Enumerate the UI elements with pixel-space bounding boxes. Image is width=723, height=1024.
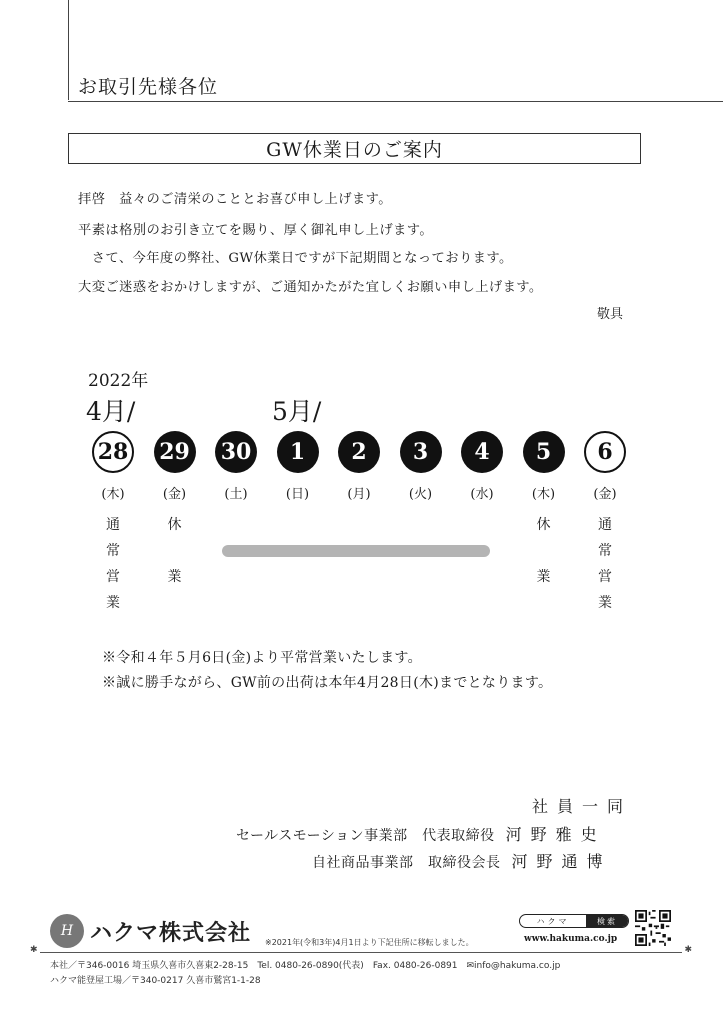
header-horizontal-rule	[68, 101, 723, 102]
company-name: ハクマ株式会社	[90, 921, 252, 946]
search-keyword: ハクマ	[536, 916, 570, 926]
calendar-weekday: (土)	[224, 487, 248, 502]
calendar-year: 2022年	[88, 371, 149, 391]
signature-line-staff: 社員一同	[532, 797, 633, 816]
calendar-day: 29	[154, 431, 196, 473]
website-url[interactable]: www.hakuma.co.jp	[524, 934, 618, 944]
calendar-month-april: 4月/	[86, 397, 136, 426]
footer-address-hq: 本社／〒346-0016 埼玉県久喜市久喜東2-28-15 Tel. 0480-26-0890(代表) Fax. 0480-26-0891 ✉info@hakuma.co.jp	[50, 961, 561, 971]
holiday-period-bar	[222, 545, 490, 557]
calendar-weekday: (木)	[101, 487, 125, 502]
search-button[interactable]: 検索	[586, 915, 628, 927]
calendar-weekday: (金)	[162, 487, 187, 502]
calendar-day: 28	[92, 431, 134, 473]
qr-code-icon	[635, 910, 671, 946]
signature-dept: セールスモーション事業部 代表取締役	[236, 828, 495, 844]
footer-address-factory: ハクマ能登屋工場／〒340-0217 久喜市鷲宮1-1-28	[50, 976, 261, 986]
calendar-day-status: 通 常 営 業	[106, 517, 120, 611]
note-line: ※誠に勝手ながら、GW前の出荷は本年4月28日(木)までとなります。	[102, 675, 553, 691]
signature-name: 河野通博	[511, 852, 612, 871]
calendar-weekday: (日)	[285, 487, 310, 502]
calendar-weekday: (月)	[347, 487, 371, 502]
calendar-day: 3	[400, 431, 442, 473]
calendar-weekday: (火)	[408, 487, 433, 502]
note-line: ※令和４年５月6日(金)より平常営業いたします。	[102, 650, 422, 666]
body-line: 拝啓 益々のご清栄のこととお喜び申し上げます。	[78, 192, 392, 207]
calendar-weekday: (水)	[470, 487, 494, 502]
search-box[interactable]	[519, 914, 629, 928]
signature-line-ceo	[236, 822, 606, 845]
recipient: お取引先様各位	[78, 76, 219, 98]
calendar-day-status: 休 業	[167, 517, 182, 585]
signature-dept: 自社商品事業部 取締役会長	[312, 855, 501, 871]
calendar-day: 6	[584, 431, 626, 473]
closing: 敬具	[597, 307, 624, 322]
signature-line-chairman	[312, 849, 611, 872]
calendar-day: 30	[215, 431, 257, 473]
body-line: 大変ご迷惑をおかけしますが、ご通知かたがた宜しくお願い申し上げます。	[78, 280, 543, 295]
footer-divider	[40, 952, 682, 953]
company-logo-icon: H	[50, 914, 84, 948]
calendar-day-status: 通 常 営 業	[598, 517, 612, 611]
body-line: さて、今年度の弊社、GW休業日ですが下記期間となっております。	[78, 251, 513, 266]
calendar-weekday: (木)	[531, 487, 556, 502]
calendar-day: 1	[277, 431, 319, 473]
calendar-day: 4	[461, 431, 503, 473]
calendar-day-status: 休 業	[536, 517, 551, 585]
calendar-weekday: (金)	[593, 487, 617, 502]
header-vertical-rule	[68, 0, 69, 100]
body-line: 平素は格別のお引き立てを賜り、厚く御礼申し上げます。	[78, 223, 434, 238]
calendar-day: 2	[338, 431, 380, 473]
page-title: GW休業日のご案内	[68, 133, 641, 164]
relocation-note: ※2021年(令和3年)4月1日より下記住所に移転しました。	[265, 938, 474, 947]
calendar-month-may: 5月/	[272, 397, 322, 426]
signature-name: 河野雅史	[505, 825, 606, 844]
calendar-day: 5	[523, 431, 565, 473]
